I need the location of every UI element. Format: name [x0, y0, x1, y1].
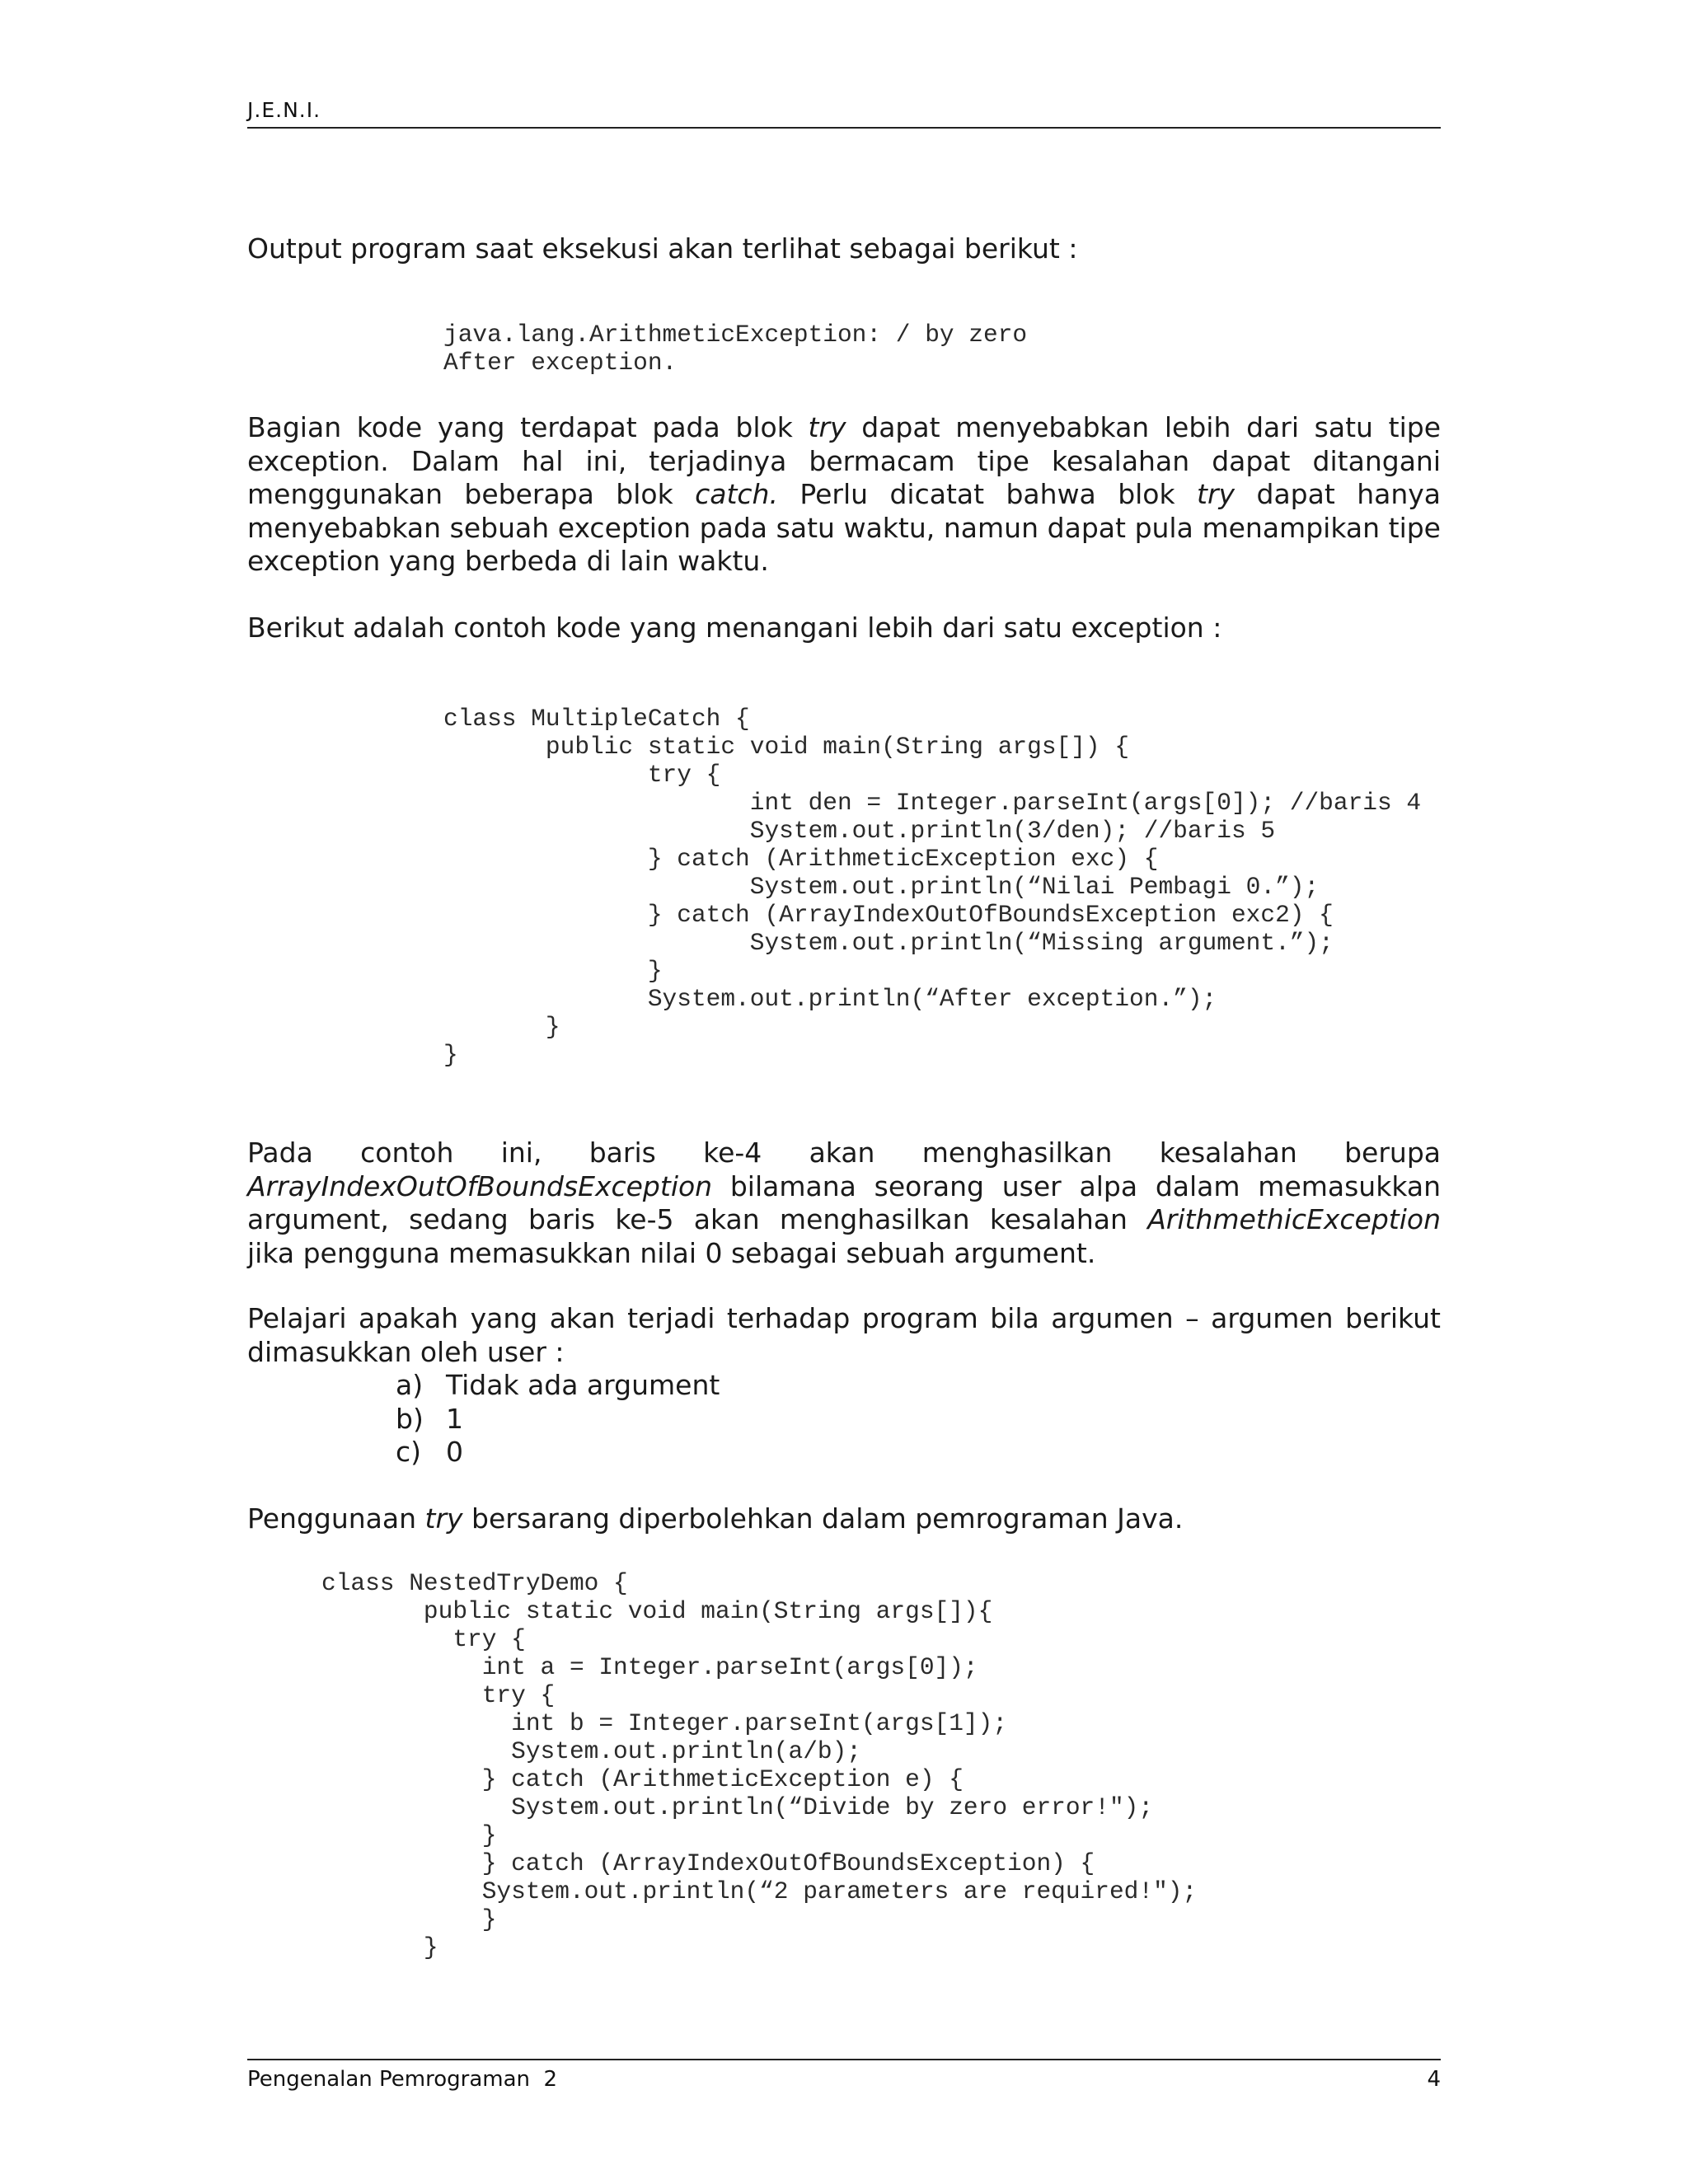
emphasis-exception-name: ArrayIndexOutOfBoundsException: [247, 1169, 713, 1202]
code-line: int den = Integer.parseInt(args[0]); //baris 4: [443, 789, 1422, 817]
paragraph-multiple-exception-intro: Berikut adalah contoh kode yang menangani lebih dari satu exception :: [247, 612, 1222, 644]
code-line: } catch (ArrayIndexOutOfBoundsException exc2) {: [443, 901, 1334, 929]
text-run: Penggunaan: [247, 1502, 425, 1535]
paragraph-example-explanation: [247, 1137, 1441, 1270]
code-line: } catch (ArithmeticException e) {: [321, 1765, 964, 1793]
output-block: [443, 321, 1027, 377]
list-item: [396, 1403, 720, 1436]
emphasis-try: try: [424, 1502, 463, 1535]
text-run: Perlu dicatat bahwa blok: [777, 478, 1198, 510]
code-line: System.out.println(“2 parameters are required!");: [321, 1877, 1198, 1905]
paragraph-exercise: [247, 1302, 1441, 1369]
text-run: bersarang diperbolehkan dalam pemrograman Java.: [462, 1502, 1184, 1535]
code-line: }: [443, 1013, 560, 1041]
code-line: System.out.println(“Divide by zero error!");: [321, 1793, 1154, 1821]
code-line: System.out.println(3/den); //baris 5: [443, 817, 1276, 845]
footer-rule: [247, 2059, 1441, 2060]
text-run: Bagian kode yang terdapat pada blok: [247, 411, 809, 443]
text-line: Pada contoh ini, baris ke-4 akan menghasilkan kesalahan berupa: [247, 1137, 1441, 1169]
code-line: public static void main(String args[]) {: [443, 733, 1130, 761]
text-line: [247, 1203, 1441, 1237]
list-item: [396, 1436, 720, 1469]
emphasis-try: try: [808, 411, 846, 443]
page-number: 4: [1427, 2067, 1441, 2092]
code-line: }: [443, 1041, 458, 1069]
code-line: try {: [321, 1681, 556, 1709]
list-item-text: 0: [446, 1436, 463, 1468]
paragraph-output-intro: Output program saat eksekusi akan terlihat sebagai berikut :: [247, 232, 1078, 265]
list-marker: a): [396, 1369, 424, 1401]
code-line: } catch (ArrayIndexOutOfBoundsException) {: [321, 1849, 1095, 1877]
list-item-text: Tidak ada argument: [446, 1369, 720, 1401]
emphasis-try: try: [1197, 478, 1236, 510]
paragraph-nested-try: [247, 1502, 1441, 1536]
text-run: bilamana seorang user alpa dalam memasukkan: [712, 1169, 1441, 1202]
code-block-nestedtrydemo: [321, 1569, 1197, 1961]
code-line: }: [321, 1821, 497, 1849]
text-line: [247, 1170, 1441, 1204]
code-block-multiplecatch: [443, 705, 1421, 1069]
code-line: java.lang.ArithmeticException: / by zero: [443, 321, 1028, 349]
code-line: System.out.println(“Missing argument.”);: [443, 929, 1334, 957]
code-line: class NestedTryDemo {: [321, 1569, 628, 1597]
list-item: [396, 1369, 720, 1403]
header-rule: [247, 127, 1441, 129]
code-line: int b = Integer.parseInt(args[1]);: [321, 1709, 1008, 1737]
text-run: argument, sedang baris ke-5 akan menghasilkan kesalahan: [247, 1203, 1148, 1235]
code-line: System.out.println(“After exception.”);: [443, 985, 1217, 1013]
list-marker: b): [396, 1402, 424, 1435]
paragraph-try-explanation: [247, 411, 1441, 579]
code-line: }: [321, 1905, 497, 1933]
code-line: try {: [321, 1625, 526, 1653]
code-line: try {: [443, 761, 721, 789]
list-item-text: 1: [446, 1402, 463, 1435]
emphasis-catch: catch.: [695, 478, 778, 510]
text-run: dapat hanya menyebabkan sebuah exception pada satu waktu, namun dapat pula menampikan tipe exception yang berbeda di lain waktu.: [247, 478, 1441, 577]
argument-list: [396, 1369, 720, 1469]
code-line: System.out.println(“Nilai Pembagi 0.”);: [443, 873, 1320, 901]
text-run: dapat menyebabkan lebih dari satu tipe exception. Dalam hal ini, terjadinya bermacam tipe kesalahan dapat ditangani menggunakan beberapa blok: [247, 411, 1441, 510]
text-line: Pelajari apakah yang akan terjadi terhadap program bila argumen – argumen berikut: [247, 1302, 1441, 1334]
text-line: jika pengguna memasukkan nilai 0 sebagai sebuah argument.: [247, 1236, 1096, 1269]
page-header: J.E.N.I.: [247, 98, 321, 122]
code-line: } catch (ArithmeticException exc) {: [443, 845, 1159, 873]
footer-title: Pengenalan Pemrograman 2: [247, 2067, 558, 2092]
list-marker: c): [396, 1436, 422, 1468]
code-line: After exception.: [443, 349, 678, 377]
text-line: dimasukkan oleh user :: [247, 1335, 565, 1368]
code-line: int a = Integer.parseInt(args[0]);: [321, 1653, 978, 1681]
code-line: class MultipleCatch {: [443, 705, 750, 733]
code-line: public static void main(String args[]){: [321, 1597, 993, 1625]
emphasis-exception-name: ArithmethicException: [1147, 1203, 1441, 1235]
code-line: }: [443, 957, 663, 985]
code-line: }: [321, 1933, 438, 1961]
code-line: System.out.println(a/b);: [321, 1737, 862, 1765]
